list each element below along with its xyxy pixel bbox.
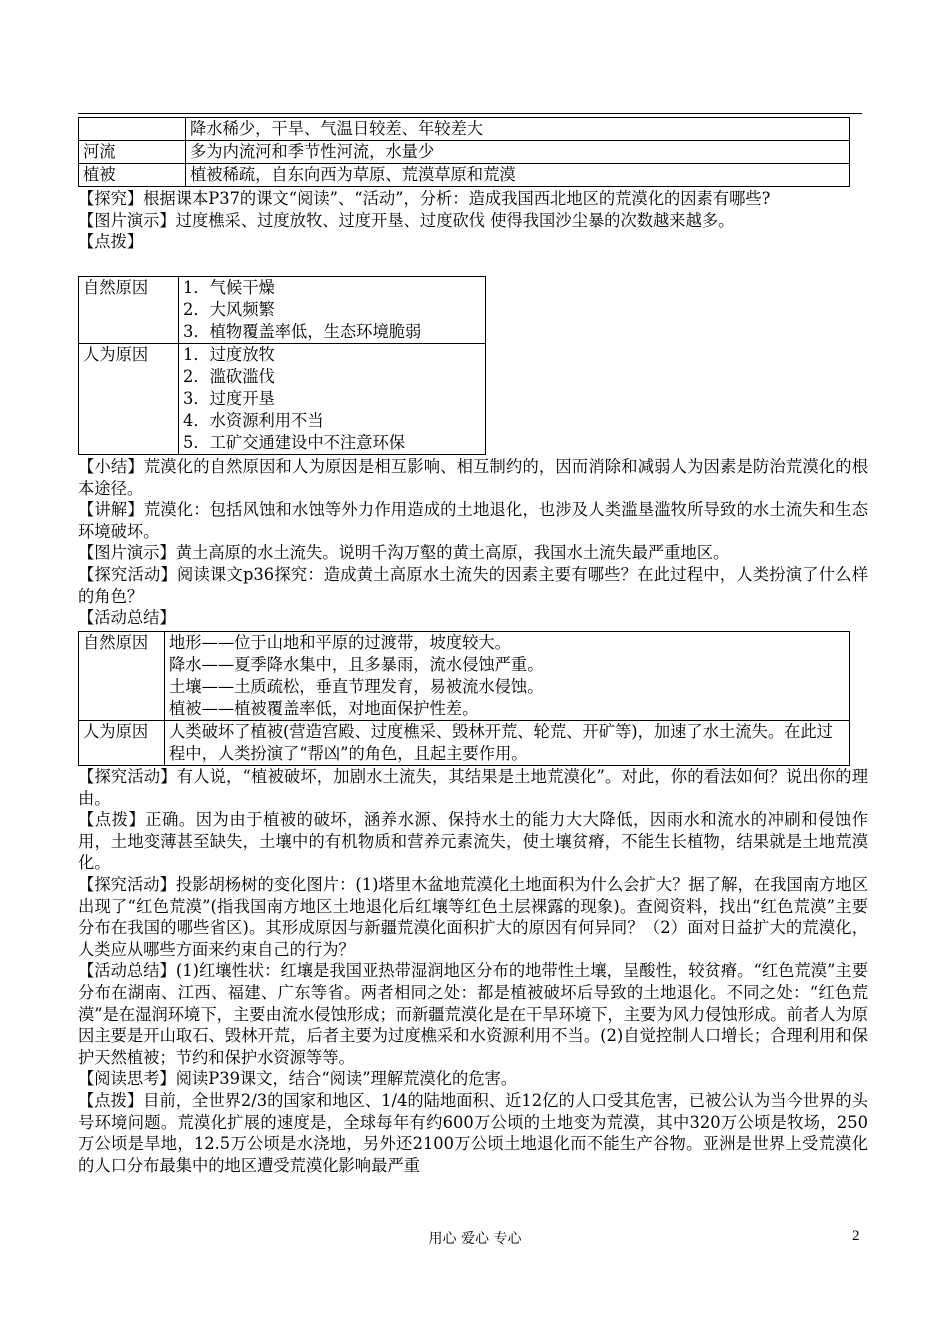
paragraph-picture-demo: 【图片演示】过度樵采、过度放牧、过度开垦、过度砍伐 使得我国沙尘暴的次数越来越多。 [78,210,735,230]
table-cell-label: 自然原因 [79,632,165,721]
table-row [79,141,850,164]
natural-causes-list [179,277,486,344]
list-item: 降水——夏季降水集中，且多暴雨，流水侵蚀严重。 [169,655,544,674]
list-item: 1．气候干燥 [183,278,275,297]
paragraph-explore: 【探究】根据课本P37的课文“阅读”、“活动”，分析：造成我国西北地区的荒漠化的因素有哪些? [78,189,771,208]
paragraph-tips-3: 【点拨】目前，全世界2/3的国家和地区、1/4的陆地面积、近12亿的人口受其危害，已被公认为当今世界的头号环境问题。荒漠化扩展的速度是，全球每年有约600万公顷的土地变为荒漠，其中320万公顷是牧场，250万公顷是旱地，12.5万公顷是水浇地，另外还2100万公顷土地退化而不能生产谷物。亚洲是世界上受荒漠化的人口分布最集中的地区遭受荒漠化影响最严重 [78,1090,868,1175]
list-item: 土壤——土质疏松，垂直节理发育，易被流水侵蚀。 [169,677,544,696]
list-item: 3．植物覆盖率低，生态环境脆弱 [183,322,422,341]
paragraph-explore-activity: 【探究活动】阅读课文p36探究：造成黄土高原水土流失的因素主要有哪些？在此过程中，人类扮演了什么样的角色？ [78,564,868,606]
page-footer: 用心 爱心 专心 [428,1231,522,1247]
table-cell-label: 植被 [79,164,186,187]
table-cell-text: 多为内流河和季节性河流，水量少 [186,141,850,164]
list-item: 地形——位于山地和平原的过渡带，坡度较大。 [169,633,511,652]
paragraph-explore-activity-3: 【探究活动】投影胡杨树的变化图片：(1)塔里木盆地荒漠化土地面积为什么会扩大？据了解，在我国南方地区出现了“红色荒漠”(指我国南方地区土地退化后红壤等红色土层裸露的现象)。查阅资料，找出“红色荒漠”主要分布在我国的哪些省区)。其形成原因与新疆荒漠化面积扩大的原因有何异同？（2）面对日益扩大的荒漠化，人类应从哪些方面来约束自己的行为？ [78,874,868,959]
table-cell-text: 降水稀少，干旱、气温日较差、年较差大 [186,118,850,141]
table-cell-text: 人类破坏了植被(营造宫殿、过度樵采、毁林开荒、轮荒、开矿等)，加速了水土流失。在此过程中，人类扮演了“帮凶”的角色，且起主要作用。 [165,721,850,766]
human-causes-list [179,344,486,455]
page-number: 2 [852,1228,860,1244]
table-row [79,344,486,455]
list-item: 5．工矿交通建设中不注意环保 [183,433,406,452]
list-item: 3．过度开垦 [183,389,275,408]
desertification-causes-table [78,276,486,455]
soil-erosion-causes-table [78,631,850,766]
paragraph-activity-summary-2: 【活动总结】(1)红壤性状：红壤是我国亚热带湿润地区分布的地带性土壤，呈酸性，较贫瘠。“红色荒漠”主要分布在湖南、江西、福建、广东等省。两者相同之处：都是植被破坏后导致的土地退化。不同之处：“红色荒漠”是在湿润环境下，主要由流水侵蚀形成；而新疆荒漠化是在干旱环境下，主要为风力侵蚀形成。前者人为原因主要是开山取石、毁林开荒，后者主要为过度樵采和水资源利用不当。(2)自觉控制人口增长；合理利用和保护天然植被；节约和保护水资源等等。 [78,961,868,1067]
table-cell-label: 人为原因 [79,721,165,766]
list-item: 4．水资源利用不当 [183,411,324,430]
section-1 [78,188,868,253]
table-row [79,118,850,141]
table-row [79,277,486,344]
list-item: 2．大风频繁 [183,300,275,319]
table-cell-label: 人为原因 [79,344,179,455]
paragraph-picture-demo-2: 【图片演示】黄土高原的水土流失。说明千沟万壑的黄土高原，我国水土流失最严重地区。 [78,543,730,563]
list-item: 2．滥砍滥伐 [183,367,275,386]
section-3 [78,766,868,1176]
climate-table [78,117,850,187]
paragraph-reading-thinking: 【阅读思考】阅读P39课文，结合“阅读”理解荒漠化的危害。 [78,1069,518,1089]
table-row [79,721,850,766]
paragraph-tips-2: 【点拨】正确。因为由于植被的破坏，涵养水源、保持水土的能力大大降低，因雨水和流水的冲刷和侵蚀作用，土地变薄甚至缺失，土壤中的有机物质和营养元素流失，使土壤贫瘠，不能生长植物，结果就是土地荒漠化。 [78,810,868,873]
natural-factors-list [165,632,850,721]
list-item: 植被——植被覆盖率低，对地面保护性差。 [169,699,479,718]
top-rule [78,113,862,114]
table-cell-label: 河流 [79,141,186,164]
table-cell-text: 植被稀疏，自东向西为草原、荒漠草原和荒漠 [186,164,850,187]
list-item: 1．过度放牧 [183,345,275,364]
table-cell-label: 自然原因 [79,277,179,344]
table-row [79,632,850,721]
section-2 [78,456,868,629]
paragraph-tips-heading: 【点拨】 [78,232,144,252]
paragraph-summary: 【小结】荒漠化的自然原因和人为原因是相互影响、相互制约的，因而消除和减弱人为因素是防治荒漠化的根本途径。 [78,457,868,498]
paragraph-explore-activity-2: 【探究活动】有人说，“植被破坏，加剧水土流失，其结果是土地荒漠化”。对此，你的看法如何？说出你的理由。 [78,767,868,808]
table-cell-label [79,118,186,141]
table-row [79,164,850,187]
paragraph-activity-summary-heading: 【活动总结】 [78,608,176,628]
paragraph-explanation: 【讲解】荒漠化：包括风蚀和水蚀等外力作用造成的土地退化，也涉及人类滥垦滥牧所导致的水土流失和生态环境破坏。 [78,500,868,541]
